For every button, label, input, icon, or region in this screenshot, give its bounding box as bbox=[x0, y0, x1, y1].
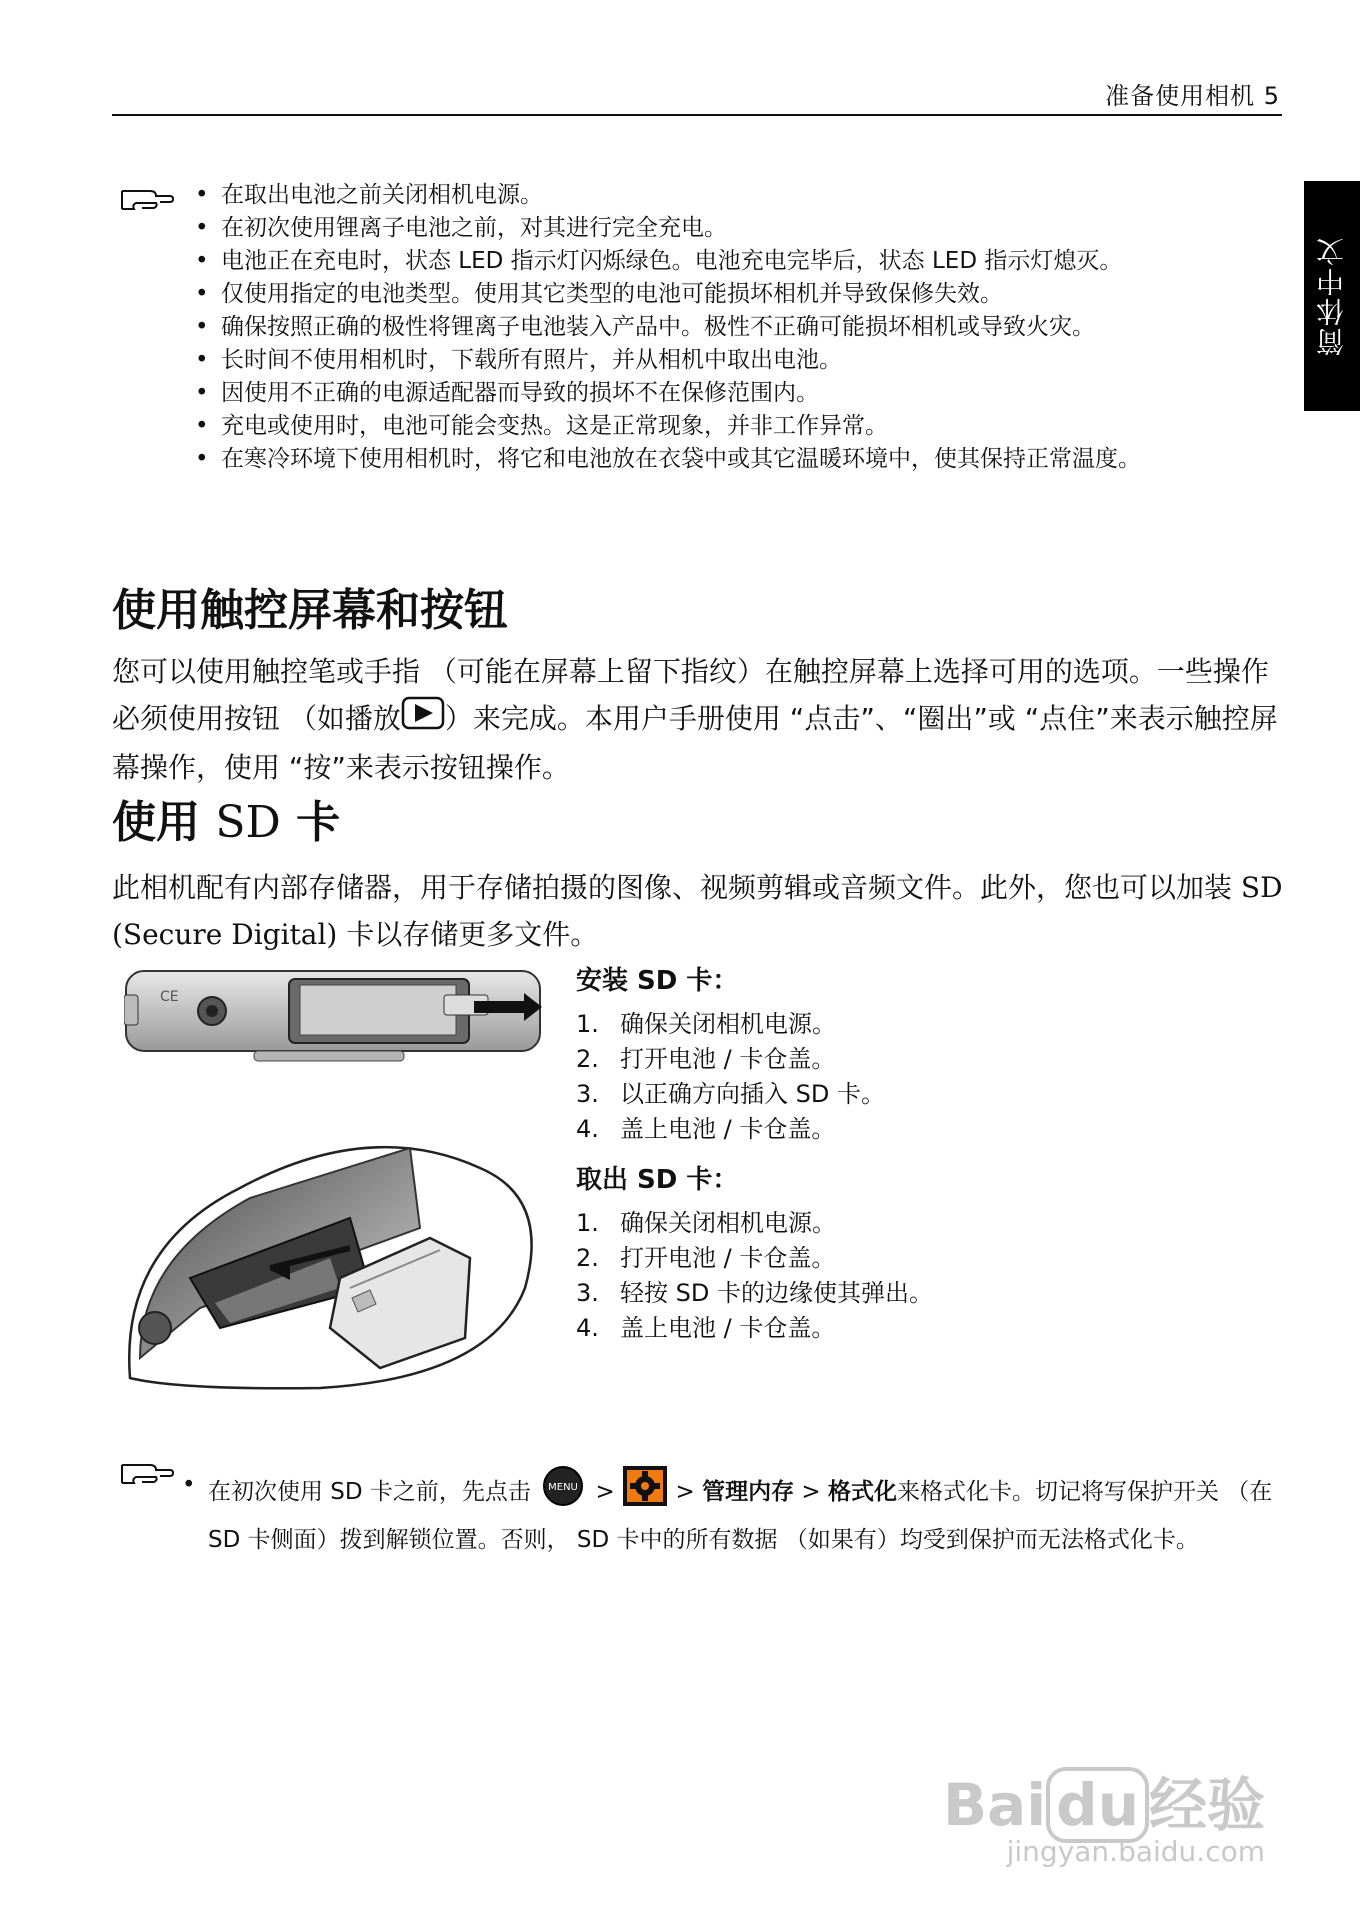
format-note-sep-3: > bbox=[794, 1479, 828, 1505]
install-steps-list bbox=[576, 1007, 1276, 1147]
note-box-battery bbox=[193, 180, 1283, 477]
step-number: 4. bbox=[576, 1115, 599, 1143]
header-divider bbox=[112, 114, 1282, 116]
remove-sd-steps bbox=[576, 1159, 1276, 1346]
manage-memory-label: 管理内存 bbox=[702, 1479, 795, 1505]
step-item bbox=[576, 1077, 1276, 1112]
watermark-url: jingyan.baidu.com bbox=[1006, 1835, 1265, 1868]
format-note-sep-2: > bbox=[668, 1479, 703, 1505]
step-item bbox=[576, 1206, 1276, 1241]
remove-steps-list bbox=[576, 1206, 1276, 1346]
step-item bbox=[576, 1311, 1276, 1346]
step-item bbox=[576, 1241, 1276, 1276]
sd-section bbox=[112, 786, 1292, 958]
sd-para-text-2: 卡以存储更多文件。 bbox=[337, 918, 599, 951]
camera-bottom-illustration bbox=[124, 965, 544, 1069]
step-number: 1. bbox=[576, 1010, 599, 1038]
sd-card-insertion-illustration bbox=[120, 1128, 540, 1394]
note-item: • 确保按照正确的极性将锂离子电池装入产品中。极性不正确可能损坏相机或导致火灾。 bbox=[193, 312, 1283, 343]
step-text: 打开电池 / 卡仓盖。 bbox=[620, 1244, 836, 1272]
svg-text:CE: CE bbox=[160, 989, 179, 1005]
step-number: 4. bbox=[576, 1314, 599, 1342]
menu-button-label: MENU bbox=[548, 1482, 579, 1493]
step-number: 3. bbox=[576, 1080, 599, 1108]
sd-section-title bbox=[112, 786, 1292, 850]
note-format-sd bbox=[180, 1465, 1280, 1560]
note-item: • 电池正在充电时，状态 LED 指示灯闪烁绿色。电池充电完毕后，状态 LED 指示灯熄灭。 bbox=[193, 246, 1283, 277]
step-text: 确保关闭相机电源。 bbox=[620, 1010, 836, 1038]
format-note-text-1: 在初次使用 SD 卡之前，先点击 bbox=[208, 1479, 539, 1505]
install-sd-title: 安装 SD 卡： bbox=[576, 966, 739, 996]
step-item bbox=[576, 1276, 1276, 1311]
step-number: 1. bbox=[576, 1209, 599, 1237]
page-header: 准备使用相机 5 bbox=[1105, 82, 1280, 110]
format-note-text-2: 来格式化卡。切记将写保护开关 （在 SD 卡侧面）拨到解锁位置。否则， SD 卡中的所有数据 （如果有）均受到保护而无法格式化卡。 bbox=[208, 1479, 1273, 1553]
note-item: • 在寒冷环境下使用相机时，将它和电池放在衣袋中或其它温暖环境中，使其保持正常温度。 bbox=[193, 444, 1283, 475]
note-item: • 在初次使用锂离子电池之前，对其进行完全充电。 bbox=[193, 213, 1283, 244]
touch-section bbox=[112, 574, 1292, 791]
language-tab-label: 简体中文 bbox=[1315, 236, 1348, 356]
note-hand-icon bbox=[120, 1457, 174, 1491]
install-sd-steps bbox=[576, 960, 1276, 1147]
watermark-logo: Bai du 经验 bbox=[943, 1775, 1265, 1835]
sd-section-paragraph bbox=[112, 864, 1292, 958]
step-text: 以正确方向插入 SD 卡。 bbox=[620, 1080, 885, 1108]
sd-para-serif: SD (Secure Digital) bbox=[112, 871, 1283, 951]
step-text: 盖上电池 / 卡仓盖。 bbox=[620, 1314, 836, 1342]
note-item: • 充电或使用时，电池可能会变热。这是正常现象，并非工作异常。 bbox=[193, 411, 1283, 442]
play-button-icon bbox=[401, 696, 445, 744]
step-number: 2. bbox=[576, 1244, 599, 1272]
note-item: • 因使用不正确的电源适配器而导致的损坏不在保修范围内。 bbox=[193, 378, 1283, 409]
sd-title-sd: SD bbox=[215, 797, 281, 848]
step-number: 2. bbox=[576, 1045, 599, 1073]
touch-section-paragraph bbox=[112, 648, 1292, 791]
step-text: 盖上电池 / 卡仓盖。 bbox=[620, 1115, 836, 1143]
bullet: • bbox=[182, 1472, 196, 1498]
step-item bbox=[576, 1112, 1276, 1147]
format-note-sep-1: > bbox=[588, 1479, 623, 1505]
note-item: • 长时间不使用相机时，下载所有照片，并从相机中取出电池。 bbox=[193, 345, 1283, 376]
touch-para-text-1: 您可以使用触控笔或手指 （可能在屏幕上留下指纹）在触控屏幕上选择可用的选项。一些操作必须使用按钮 （如播放 bbox=[112, 655, 1269, 735]
remove-sd-title: 取出 SD 卡： bbox=[576, 1165, 739, 1195]
sd-title-suffix: 卡 bbox=[280, 797, 341, 848]
touch-section-title: 使用触控屏幕和按钮 bbox=[112, 585, 508, 636]
note-hand-icon bbox=[120, 183, 174, 217]
touch-para-text-2: ）来完成。本用户手册使用 “点击”、“圈出”或 “点住”来表示触控屏幕操作，使用 “按”来表示按钮操作。 bbox=[112, 702, 1278, 784]
step-text: 打开电池 / 卡仓盖。 bbox=[620, 1045, 836, 1073]
format-label: 格式化 bbox=[827, 1479, 897, 1505]
step-number: 3. bbox=[576, 1279, 599, 1307]
note-item: • 在取出电池之前关闭相机电源。 bbox=[193, 180, 1283, 211]
sd-para-text-1: 此相机配有内部存储器，用于存储拍摄的图像、视频剪辑或音频文件。此外，您也可以加装 bbox=[112, 871, 1241, 904]
step-item bbox=[576, 1007, 1276, 1042]
gear-icon bbox=[622, 1465, 668, 1520]
note-item: • 仅使用指定的电池类型。使用其它类型的电池可能损坏相机并导致保修失效。 bbox=[193, 279, 1283, 310]
step-item bbox=[576, 1042, 1276, 1077]
battery-notes-list bbox=[193, 180, 1283, 475]
baidu-jingyan-watermark bbox=[942, 1771, 1265, 1868]
language-tab bbox=[1304, 181, 1360, 411]
sd-title-prefix: 使用 bbox=[112, 797, 216, 848]
step-text: 确保关闭相机电源。 bbox=[620, 1209, 836, 1237]
step-text: 轻按 SD 卡的边缘使其弹出。 bbox=[620, 1279, 933, 1307]
menu-button-icon bbox=[538, 1465, 588, 1520]
format-note-item bbox=[180, 1465, 1280, 1560]
